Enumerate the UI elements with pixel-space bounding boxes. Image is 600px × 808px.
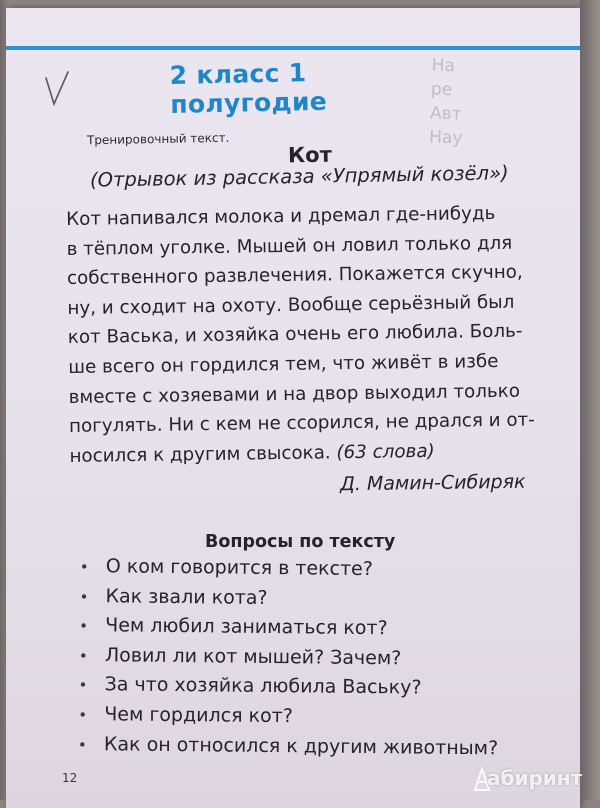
body-line: ну, и сходит на охоту. Вообще серьёзный был — [67, 291, 515, 319]
word-count: (63 слова) — [336, 440, 435, 463]
body-line: Кот напивался молока и дремал где-нибудь — [66, 203, 496, 230]
story-title: Кот — [287, 142, 332, 168]
bullet-icon: • — [79, 617, 89, 636]
question-text: Чем гордился кот? — [104, 703, 293, 728]
watermark: абиринт — [487, 766, 583, 790]
body-line: в тёплом уголке. Мышей он ловил только для — [66, 232, 513, 260]
question-text: Как он относился к другим животным? — [103, 732, 499, 759]
question-text: Ловил ли кот мышей? Зачем? — [104, 644, 402, 670]
question-item — [80, 552, 580, 587]
questions-title: Вопросы по тексту — [205, 532, 396, 552]
bullet-icon: • — [77, 735, 87, 754]
body-line: собственного развлечения. Покажется скучно, — [66, 261, 523, 290]
page-number: 12 — [62, 771, 78, 785]
ghost-line: Авт — [429, 103, 462, 125]
question-text: Как звали кота? — [105, 584, 268, 609]
ghost-line: ре — [430, 79, 453, 101]
body-line: кот Васька, и хозяйка очень его любила. Боль- — [67, 321, 523, 349]
header-rule — [6, 46, 580, 50]
training-label: Тренировочный текст. — [86, 130, 230, 148]
author: Д. Мамин-Сибиряк — [339, 470, 526, 496]
pencil-checkmark-icon — [42, 70, 72, 110]
body-line: вместе с хозяевами и на двор выходил только — [68, 380, 521, 408]
bullet-icon: • — [78, 646, 88, 665]
ghost-line: Нау — [428, 127, 463, 149]
body-line-text: носился к другим свысока. — [69, 442, 331, 467]
question-text: Чем любил заниматься кот? — [105, 614, 388, 640]
bullet-icon: • — [78, 705, 88, 725]
question-text: О ком говорится в тексте? — [105, 555, 374, 581]
story-subtitle: (Отрывок из рассказа «Упрямый козёл») — [89, 161, 509, 192]
bullet-icon: • — [78, 676, 88, 695]
ghost-line: На — [431, 55, 456, 77]
story-body — [66, 198, 580, 471]
questions-list — [78, 552, 580, 764]
book-edge — [580, 0, 600, 800]
bullet-icon: • — [79, 557, 89, 577]
body-line: ше всего он гордился тем, что живёт в избе — [68, 350, 499, 378]
body-line: погулять. Ни с кем не ссорился, не дрался и от- — [68, 409, 535, 438]
bullet-icon: • — [79, 587, 89, 606]
question-item — [78, 700, 578, 735]
question-text: За что хозяйка любила Ваську? — [104, 673, 422, 699]
page-title: 2 класс 1 полугодие — [169, 58, 328, 120]
question-item — [78, 730, 578, 765]
